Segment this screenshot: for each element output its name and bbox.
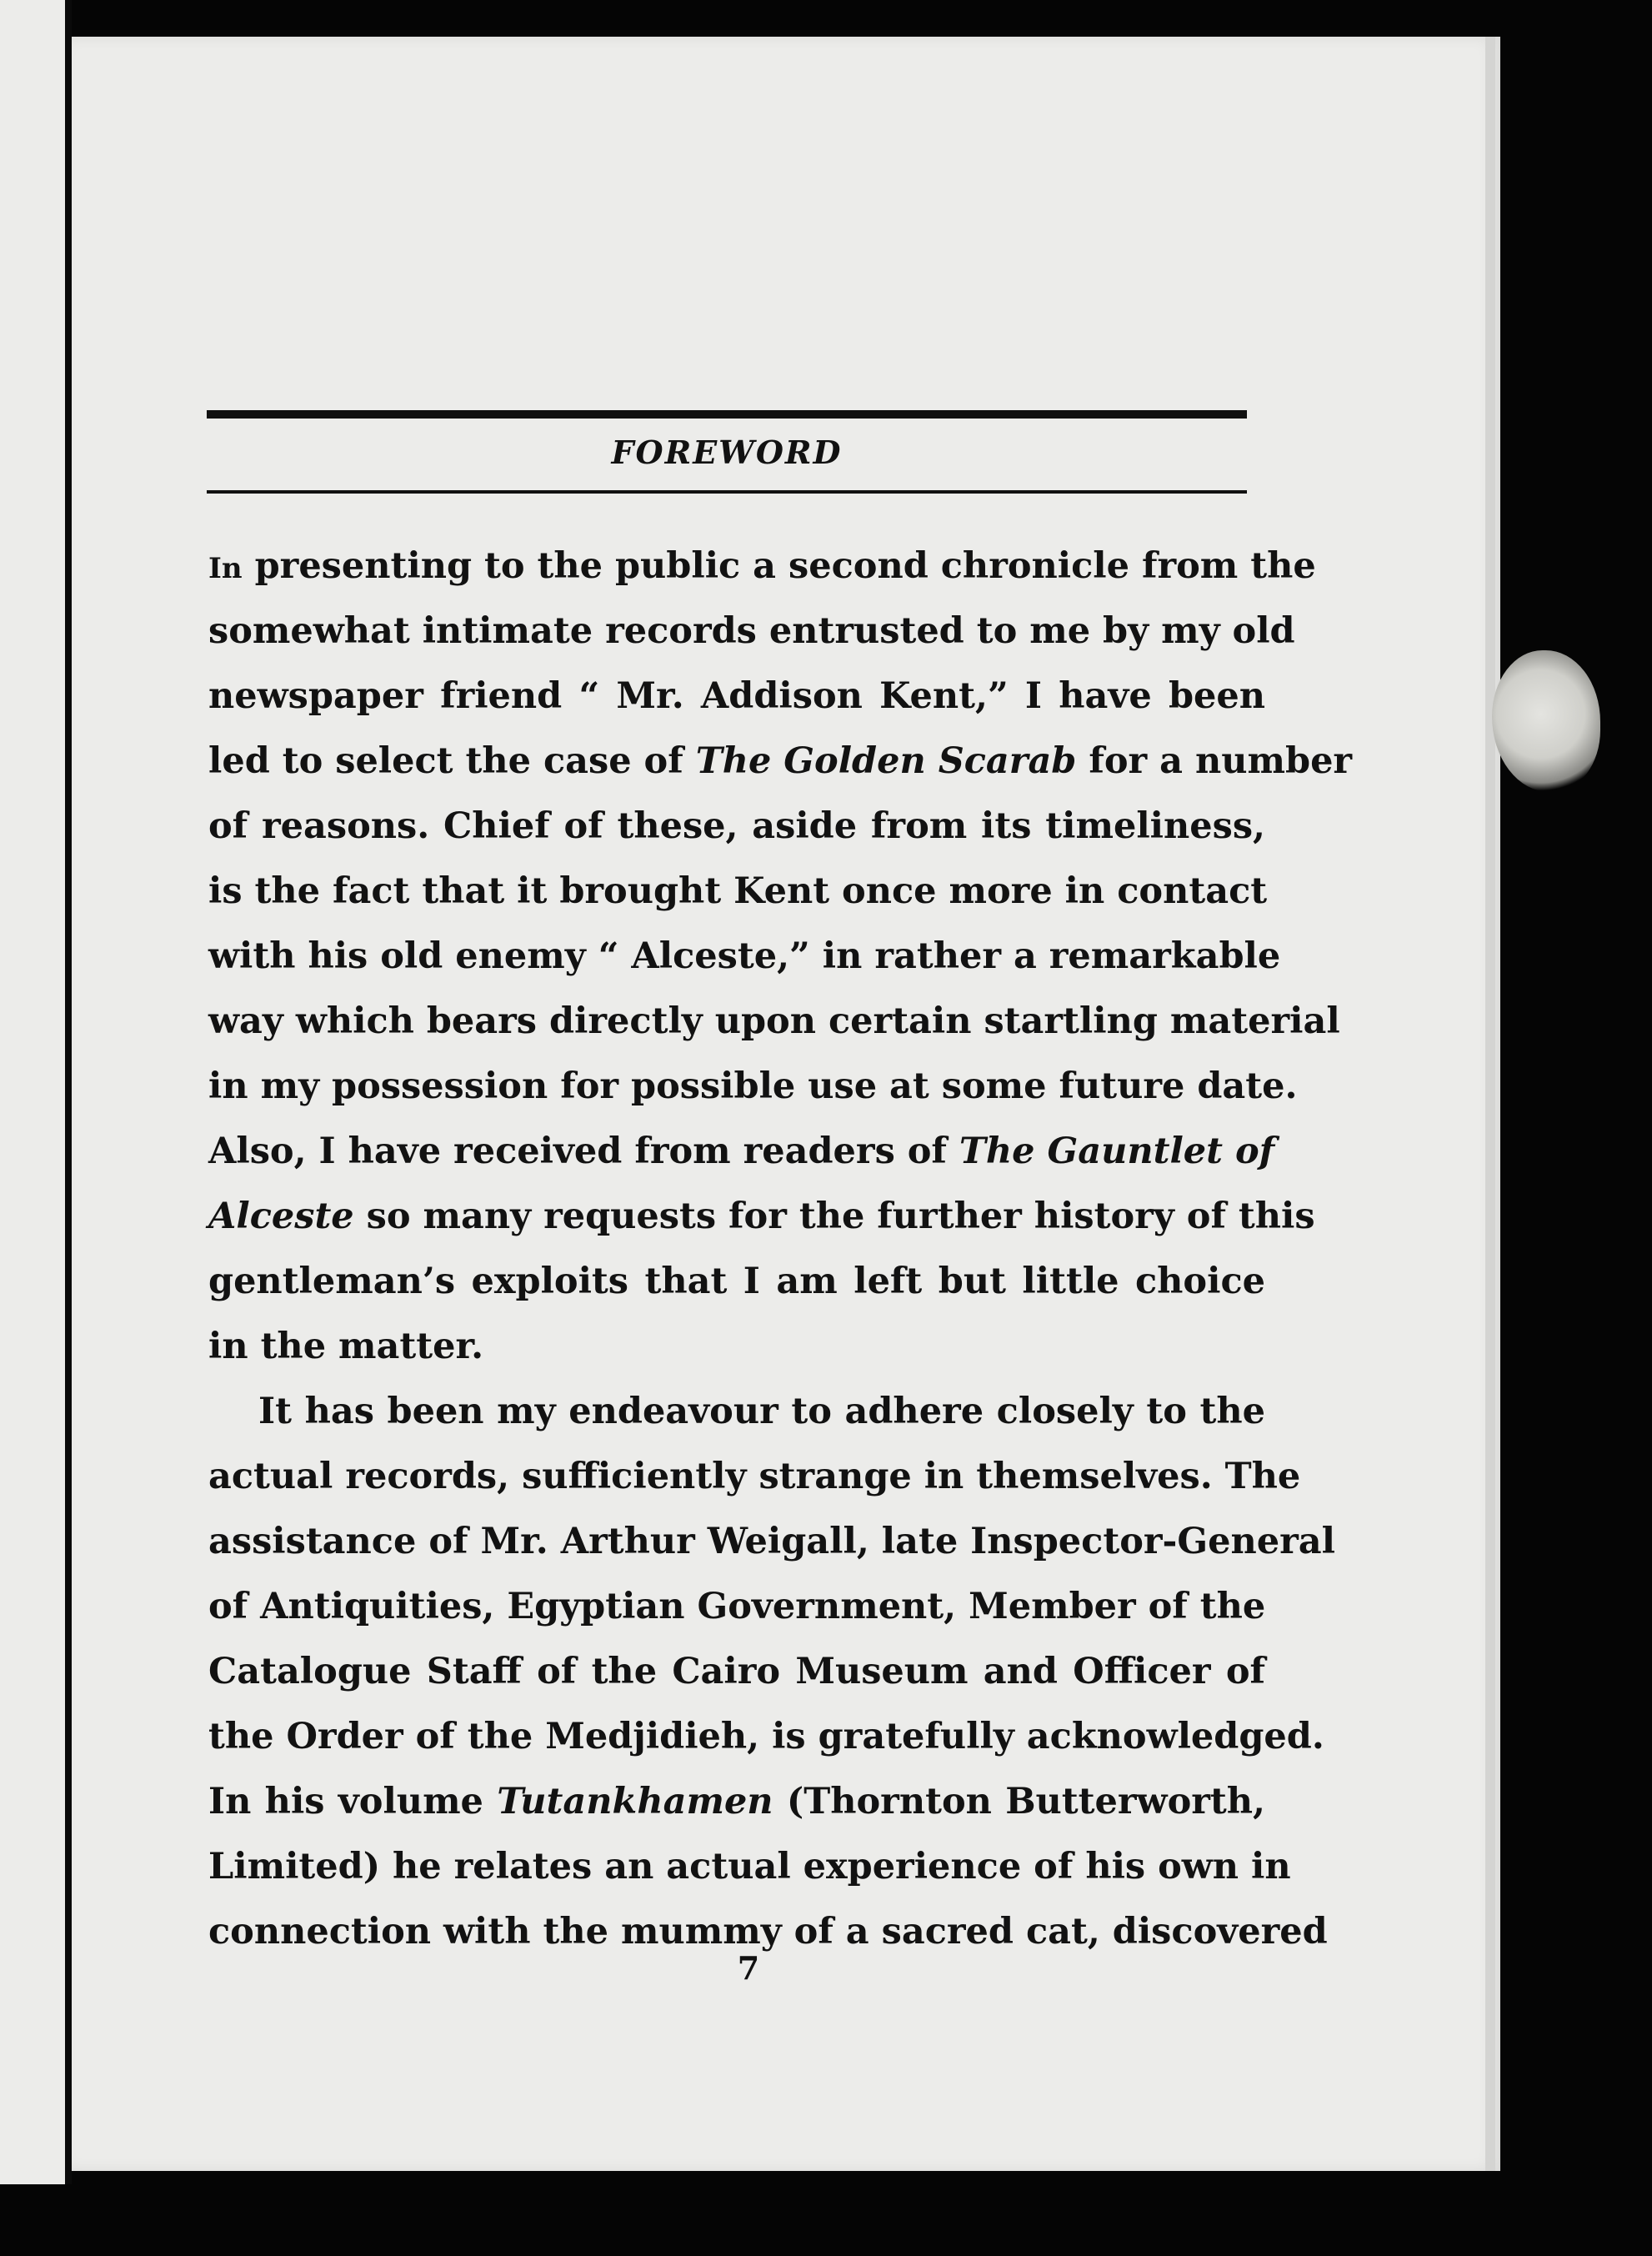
text-line: assistance of Mr. Arthur Weigall, late Inspector-General — [208, 1521, 1335, 1562]
text-line: of reasons. Chief of these, aside from its timeliness, — [208, 805, 1265, 847]
facing-page-edge — [0, 0, 70, 2184]
text-line: with his old enemy “ Alceste,” in rather a remarkable — [208, 935, 1281, 977]
text-line: Limited) he relates an actual experience of his own in — [208, 1846, 1291, 1888]
smallcaps-opening: In — [208, 552, 243, 585]
text-line: newspaper friend “ Mr. Addison Kent,” I have been — [208, 675, 1265, 717]
body-text — [208, 534, 1353, 1964]
text-line: in the matter. — [208, 1326, 484, 1367]
header-rule-bottom — [207, 490, 1247, 494]
text-line: gentleman’s exploits that I am left but little choice — [208, 1261, 1265, 1302]
book-title: The Gauntlet of — [959, 1131, 1275, 1172]
text-line: In presenting to the public a second chronicle from the — [208, 545, 1316, 587]
paragraph-2 — [208, 1379, 1335, 1964]
text-line: somewhat intimate records entrusted to me by my old — [208, 610, 1295, 652]
text-line: It has been my endeavour to adhere closely to the — [258, 1391, 1265, 1432]
header-rule-top — [207, 410, 1247, 419]
text-line: is the fact that it brought Kent once more in contact — [208, 870, 1268, 912]
page-edge-shadow — [1485, 37, 1495, 2171]
book-title: The Golden Scarab — [695, 740, 1077, 782]
text-line: Catalogue Staff of the Cairo Museum and Officer of — [208, 1651, 1265, 1692]
page-number: 7 — [737, 1949, 760, 1987]
text-line: Also, I have received from readers of The Gauntlet of — [208, 1131, 1275, 1172]
text-line: actual records, sufficiently strange in themselves. The — [208, 1456, 1301, 1497]
text-line: in my possession for possible use at some future date. — [208, 1065, 1298, 1107]
book-title: Alceste — [208, 1196, 354, 1237]
text-line: led to select the case of The Golden Scarab for a number — [208, 740, 1353, 782]
text-line: connection with the mummy of a sacred cat, discovered — [208, 1911, 1328, 1953]
text-line: In his volume Tutankhamen (Thornton Butterworth, — [208, 1781, 1265, 1822]
text-line: the Order of the Medjidieh, is gratefully acknowledged. — [208, 1716, 1324, 1757]
book-title: Tutankhamen — [497, 1781, 773, 1822]
binding-gutter — [65, 0, 72, 2184]
running-header: FOREWORD — [611, 434, 843, 471]
text-line: of Antiquities, Egyptian Government, Member of the — [208, 1586, 1266, 1627]
paragraph-1 — [208, 534, 1353, 1379]
text-line: Alceste so many requests for the further history of this — [208, 1196, 1315, 1237]
text-line: way which bears directly upon certain startling material — [208, 1000, 1340, 1042]
page-stain — [1492, 650, 1600, 792]
